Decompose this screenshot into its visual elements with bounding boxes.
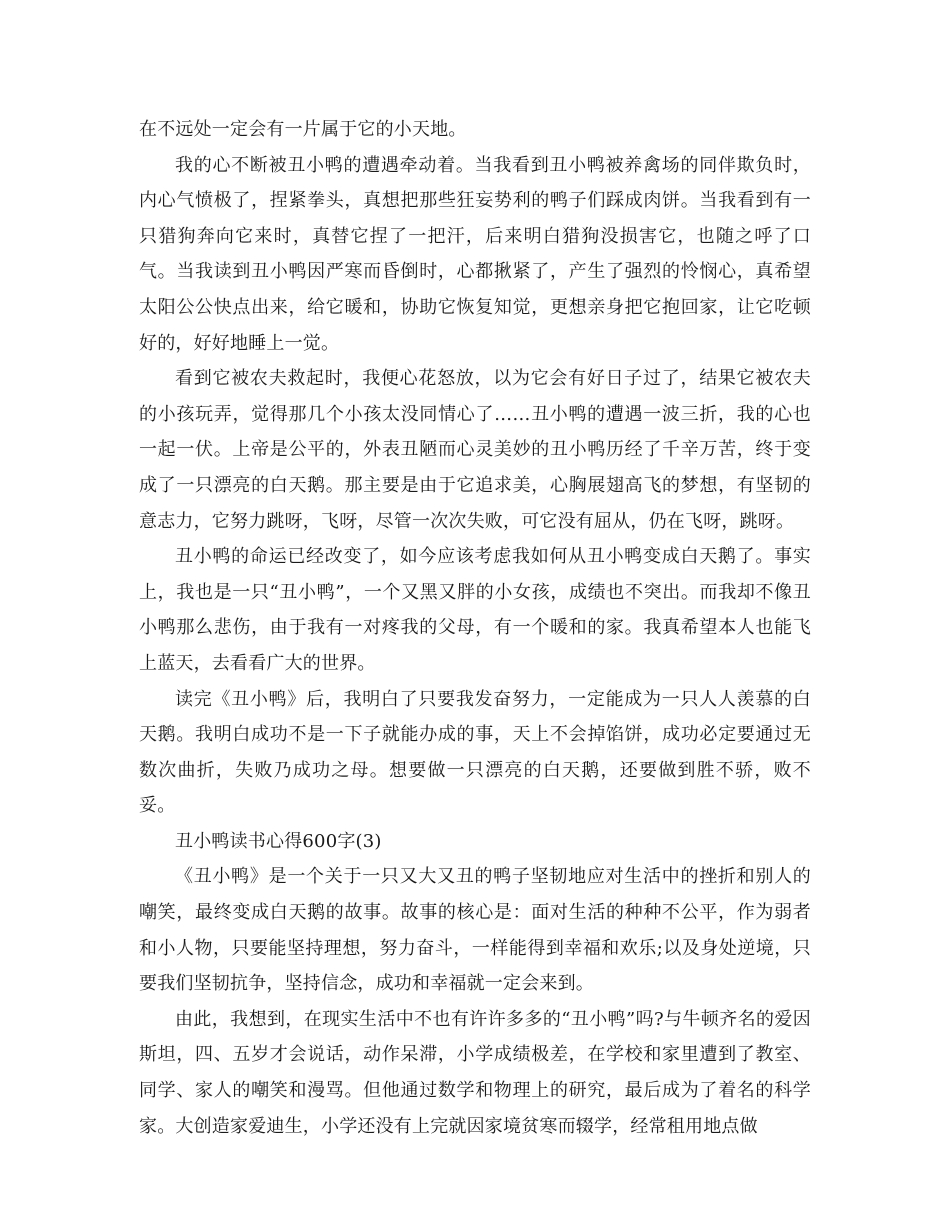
document-body	[139, 112, 811, 1144]
paragraph-sympathy: 我的心不断被丑小鸭的遭遇牵动着。当我看到丑小鸭被养禽场的同伴欺负时，内心气愤极了，捏紧拳头，真想把那些狂妄势利的鸭子们踩成肉饼。当我看到有一只猎狗奔向它来时，真替它捏了一把汗，后来明白猎狗没损害它，也随之呼了口气。当我读到丑小鸭因严寒而昏倒时，心都揪紧了，产生了强烈的怜悯心，真希望太阳公公快点出来，给它暖和，协助它恢复知觉，更想亲身把它抱回家，让它吃顿好的，好好地睡上一觉。	[139, 154, 811, 354]
section-heading: 丑小鸭读书心得600字(3)	[175, 830, 382, 852]
paragraph-story-core: 《丑小鸭》是一个关于一只又大又丑的鸭子坚韧地应对生活中的挫折和别人的嘲笑，最终变成白天鹅的故事。故事的核心是：面对生活的种种不公平，作为弱者和小人物，只要能坚持理想，努力奋斗，一样能得到幸福和欢乐;以及身处逆境，只要我们坚韧抗争，坚持信念，成功和幸福就一定会来到。	[139, 866, 811, 995]
paragraph-lesson: 读完《丑小鸭》后，我明白了只要我发奋努力，一定能成为一只人人羡慕的白天鹅。我明白成功不是一下子就能办成的事，天上不会掉馅饼，成功必定要通过无数次曲折，失败乃成功之母。想要做一只漂亮的白天鹅，还要做到胜不骄，败不妥。	[139, 688, 811, 817]
paragraph-real-life-examples: 由此，我想到，在现实生活中不也有许许多多的“丑小鸭”吗?与牛顿齐名的爱因斯坦，四、五岁才会说话，动作呆滞，小学成绩极差，在学校和家里遭到了教室、同学、家人的嘲笑和漫骂。但他通过数学和物理上的研究，最后成为了着名的科学家。大创造家爱迪生，小学还没有上完就因家境贫寒而辍学，经常租用地点做	[139, 1008, 811, 1137]
paragraph-continuation: 在不远处一定会有一片属于它的小天地。	[139, 119, 467, 140]
paragraph-self-reflection: 丑小鸭的命运已经改变了，如今应该考虑我如何从丑小鸭变成白天鹅了。事实上，我也是一只“丑小鸭”，一个又黑又胖的小女孩，成绩也不突出。而我却不像丑小鸭那么悲伤，由于我有一对疼我的父母，有一个暖和的家。我真希望本人也能飞上蓝天，去看看广大的世界。	[139, 546, 811, 674]
paragraph-transformation: 看到它被农夫救起时，我便心花怒放，以为它会有好日子过了，结果它被农夫的小孩玩弄，觉得那几个小孩太没同情心了……丑小鸭的遭遇一波三折，我的心也一起一伏。上帝是公平的，外表丑陋而心灵美妙的丑小鸭历经了千辛万苦，终于变成了一只漂亮的白天鹅。那主要是由于它追求美，心胸展翅高飞的梦想，有坚韧的意志力，它努力跳呀，飞呀，尽管一次次失败，可它没有屈从，仍在飞呀，跳呀。	[139, 368, 811, 532]
